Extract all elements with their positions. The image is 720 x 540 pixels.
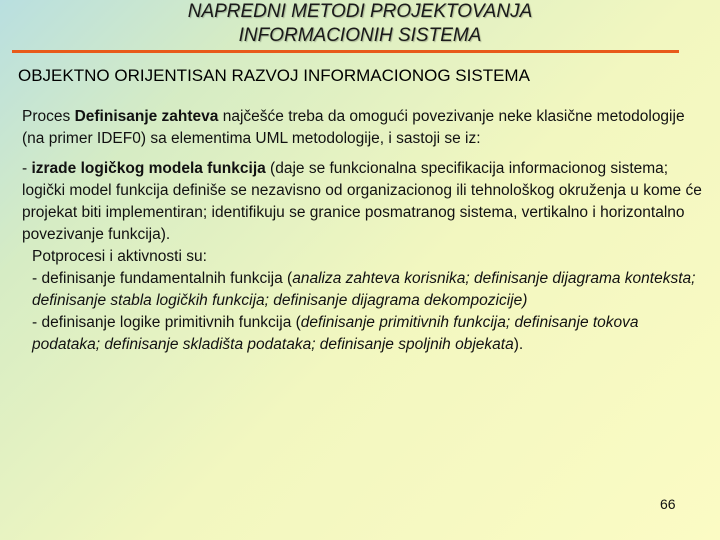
- bullet-dash: -: [22, 160, 32, 177]
- subprocess-item-2: [22, 312, 702, 356]
- subprocesses-label: Potprocesi i aktivnosti su:: [32, 248, 207, 265]
- subprocess-item-1: [22, 268, 702, 312]
- slide-body: [22, 106, 702, 356]
- slide-subtitle: OBJEKTNO ORIJENTISAN RAZVOJ INFORMACIONOG SISTEMA: [18, 66, 530, 85]
- subprocess-1-activities: analiza zahteva korisnika; definisanje dijagrama konteksta; definisanje stabla logičkih funkcija; definisanje dijagrama dekompozicije): [32, 270, 696, 309]
- intro-bold-term: Definisanje zahteva: [74, 108, 219, 125]
- subprocess-2-end: ).: [513, 336, 524, 353]
- title-line-1: NAPREDNI METODI PROJEKTOVANJA: [187, 1, 533, 22]
- intro-text-end: najčešće treba da omogući povezivanje neke klasične metodologije (na primer IDEF0) sa elementima UML metodologije, i sastoji se iz:: [22, 108, 685, 147]
- intro-text-start: Proces: [22, 108, 75, 125]
- bullet-description: (daje se funkcionalna specifikacija informacionog sistema; logički model funkcija definiše se nezavisno od organizacionog ili tehnološkog okruženja u kome će projekat biti implementiran; identifikuju se granice posmatranog sistema, vertikalno i horizontalno povezivanje funkcija).: [22, 160, 702, 243]
- subprocess-1-text: - definisanje fundamentalnih funkcija (: [32, 270, 293, 287]
- intro-paragraph: [22, 106, 702, 150]
- page-number: 66: [660, 496, 676, 512]
- bullet-item-1: [22, 158, 702, 246]
- bullet-bold-term: izrade logičkog modela funkcija: [31, 160, 266, 177]
- subprocess-2-activities: definisanje primitivnih funkcija; definisanje tokova podataka; definisanje skladišta podataka; definisanje spoljnih objekata: [32, 314, 639, 353]
- title-line-2: INFORMACIONIH SISTEMA: [238, 25, 482, 46]
- slide-title: [60, 0, 660, 48]
- title-divider: [12, 50, 679, 53]
- subprocess-2-text: - definisanje logike primitivnih funkcija (: [32, 314, 301, 331]
